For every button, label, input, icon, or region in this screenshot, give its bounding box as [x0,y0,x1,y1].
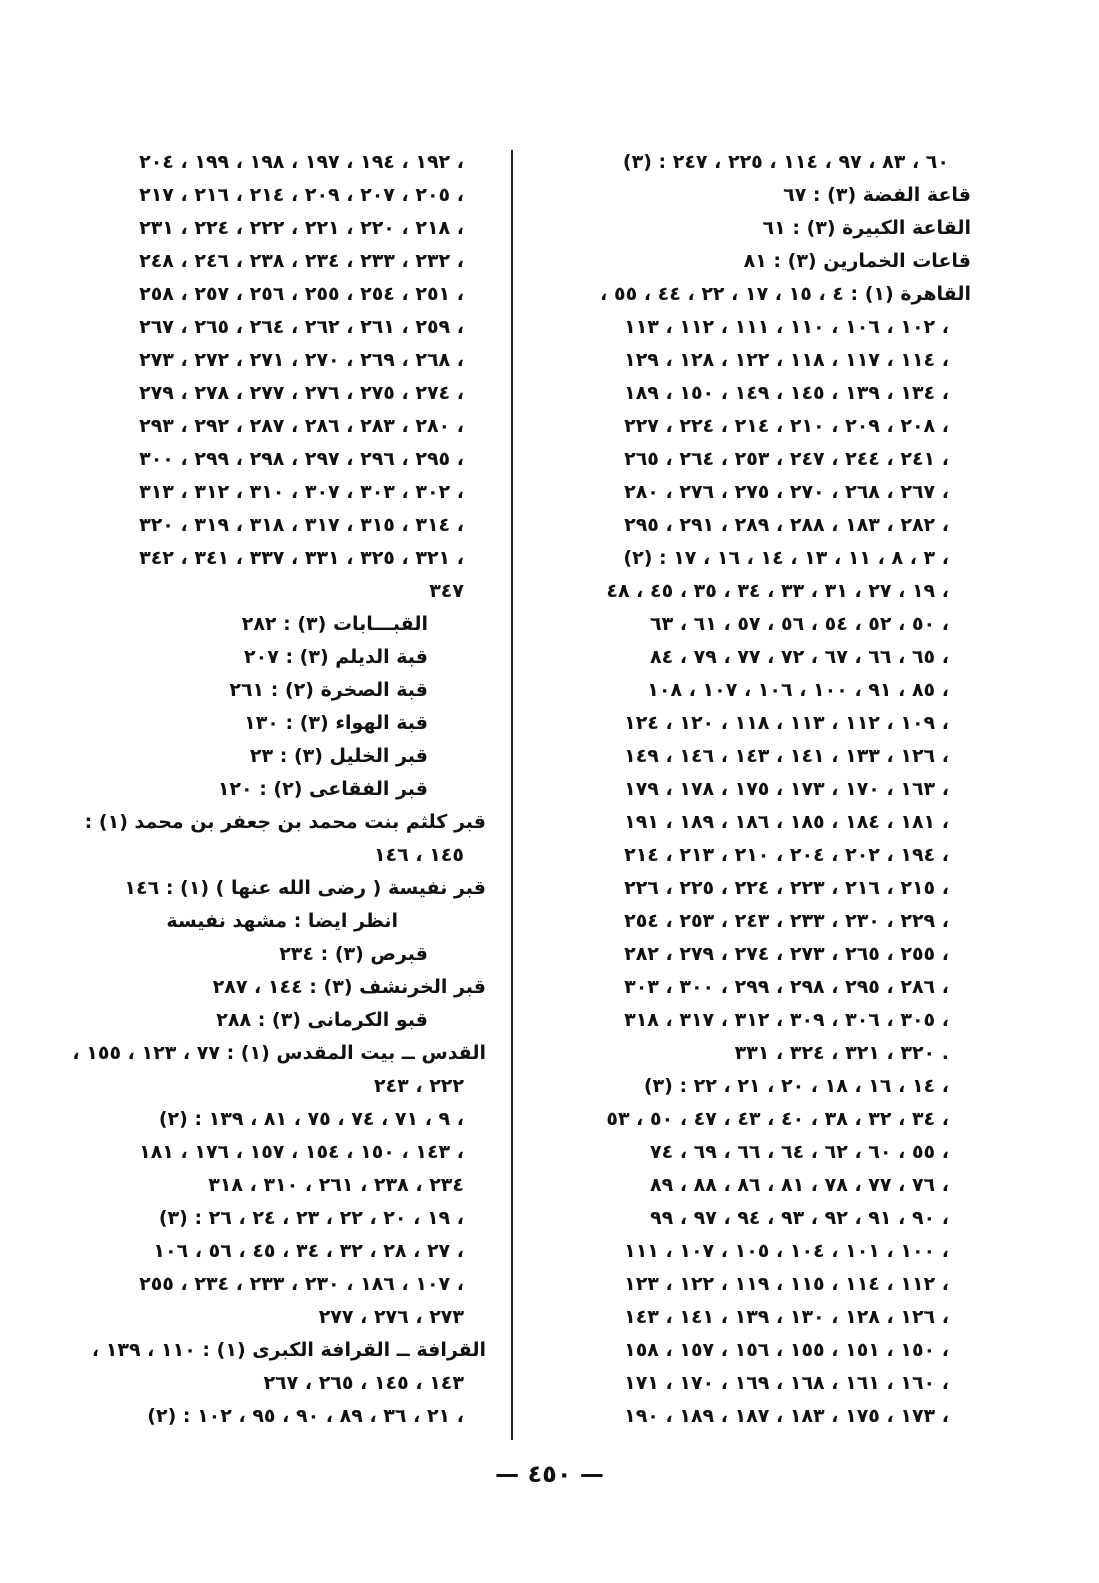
index-line: ٣٢١ ، ٣٢٥ ، ٣٣١ ، ٣٣٧ ، ٣٤١ ، ٣٤٢ ، [139,547,464,569]
index-line: ١٢٦ ، ١٣٣ ، ١٤١ ، ١٤٣ ، ١٤٦ ، ١٤٩ ، [624,745,949,767]
page-number: — ٤٥٠ — [495,1460,604,1488]
index-line: قبة الهواء (٣) : ١٣٠ [244,712,428,734]
index-line: ٢٣٤ ، ٢٣٨ ، ٢٦١ ، ٣١٠ ، ٣١٨ [208,1174,464,1196]
index-line: ٢٧ ، ٢٨ ، ٣٢ ، ٣٤ ، ٤٥ ، ٥٦ ، ١٠٦ ، [153,1240,464,1262]
index-line: القدس ــ بيت المقدس (١) : ٧٧ ، ١٢٣ ، ١٥٥ ، [72,1042,486,1064]
index-line: ١٤٣ ، ١٥٠ ، ١٥٤ ، ١٥٧ ، ١٧٦ ، ١٨١ ، [139,1141,464,1163]
index-line: انظر ايضا : مشهد نفيسة [166,910,398,932]
index-line: ١٦٠ ، ١٦١ ، ١٦٨ ، ١٦٩ ، ١٧٠ ، ١٧١ ، [624,1372,949,1394]
index-line: قبرص (٣) : ٢٣٤ [279,943,428,965]
index-line: ٣١٤ ، ٣١٥ ، ٣١٧ ، ٣١٨ ، ٣١٩ ، ٣٢٠ ، [139,514,464,536]
index-line: ٢١٥ ، ٢١٦ ، ٢٢٣ ، ٢٢٤ ، ٢٢٥ ، ٢٢٦ ، [624,877,949,899]
index-line: ٢٢٩ ، ٢٣٠ ، ٢٣٣ ، ٢٤٣ ، ٢٥٣ ، ٢٥٤ ، [624,910,949,932]
index-line: ١١٢ ، ١١٤ ، ١١٥ ، ١١٩ ، ١٢٢ ، ١٢٣ ، [624,1273,949,1295]
index-line: (٣) : ١٩ ، ٢٠ ، ٢٢ ، ٢٣ ، ٢٤ ، ٢٦ ، [158,1207,464,1229]
index-line: (٣) : ١٤ ، ١٦ ، ١٨ ، ٢٠ ، ٢١ ، ٢٢ ، [643,1075,949,1097]
index-line: ١٧٣ ، ١٧٥ ، ١٨٣ ، ١٨٧ ، ١٨٩ ، ١٩٠ ، [624,1405,949,1427]
index-line: ٢٠٥ ، ٢٠٧ ، ٢٠٩ ، ٢١٤ ، ٢١٦ ، ٢١٧ ، [139,184,464,206]
index-line: ١٥٠ ، ١٥١ ، ١٥٥ ، ١٥٦ ، ١٥٧ ، ١٥٨ ، [624,1339,949,1361]
index-line: ١٩ ، ٢٧ ، ٣١ ، ٣٣ ، ٣٤ ، ٣٥ ، ٤٥ ، ٤٨ ، [606,580,949,602]
index-line: ٧٦ ، ٧٧ ، ٧٨ ، ٨١ ، ٨٦ ، ٨٨ ، ٨٩ ، [650,1174,949,1196]
index-line: القرافة ــ القرافة الكبرى (١) : ١١٠ ، ١٣٩ ، [91,1339,486,1361]
index-line: ٢٣٢ ، ٢٣٣ ، ٢٣٤ ، ٢٣٨ ، ٢٤٦ ، ٢٤٨ ، [139,250,464,272]
index-line: ١٤٥ ، ١٤٦ [373,844,464,866]
index-line: قبر الخرنشف (٣) : ١٤٤ ، ٢٨٧ [212,976,486,998]
index-line: ٢٨٢ ، ١٨٣ ، ٢٨٨ ، ٢٨٩ ، ٢٩١ ، ٢٩٥ ، [624,514,949,536]
index-line: ٢٤١ ، ٢٤٤ ، ٢٤٧ ، ٢٥٣ ، ٢٦٤ ، ٢٦٥ ، [624,448,949,470]
index-line: ٢٥١ ، ٢٥٤ ، ٢٥٥ ، ٢٥٦ ، ٢٥٧ ، ٢٥٨ ، [139,283,464,305]
index-line: ٢٨٦ ، ٢٩٥ ، ٢٩٨ ، ٢٩٩ ، ٣٠٠ ، ٣٠٣ ، [624,976,949,998]
index-line: القاهرة (١) : ٤ ، ١٥ ، ١٧ ، ٢٢ ، ٤٤ ، ٥٥ ، [600,283,971,305]
index-line: ٩٠ ، ٩١ ، ٩٢ ، ٩٣ ، ٩٤ ، ٩٧ ، ٩٩ ، [650,1207,949,1229]
index-line: ٢٥٥ ، ٢٦٥ ، ٢٧٣ ، ٢٧٤ ، ٢٧٩ ، ٢٨٢ ، [624,943,949,965]
left-index-column [58,146,486,1433]
index-line: قبر كلثم بنت محمد بن جعفر بن محمد (١) : [84,811,486,833]
index-line: ٦٥ ، ٦٦ ، ٦٧ ، ٧٢ ، ٧٧ ، ٧٩ ، ٨٤ ، [650,646,949,668]
index-line: قبة الصخرة (٢) : ٢٦١ [229,679,428,701]
index-line: ١٢٦ ، ١٢٨ ، ١٣٠ ، ١٣٩ ، ١٤١ ، ١٤٣ ، [624,1306,949,1328]
index-line: (٢) : ٣ ، ٨ ، ١١ ، ١٣ ، ١٤ ، ١٦ ، ١٧ ، [623,547,949,569]
index-line: ٣٢٠ ، ٣٢١ ، ٣٢٤ ، ٣٣١ . [734,1042,949,1064]
index-line: ١٨١ ، ١٨٤ ، ١٨٥ ، ١٨٦ ، ١٨٩ ، ١٩١ ، [624,811,949,833]
index-line: ١٠٢ ، ١٠٦ ، ١١٠ ، ١١١ ، ١١٢ ، ١١٣ ، [624,316,949,338]
index-line: القاعة الكبيرة (٣) : ٦١ [762,217,971,239]
index-line: قاعات الخمارين (٣) : ٨١ [743,250,971,272]
index-line: (٣) : ٦٠ ، ٨٣ ، ٩٧ ، ١١٤ ، ٢٢٥ ، ٢٤٧ [622,151,949,173]
index-line: قبة الديلم (٣) : ٢٠٧ [244,646,428,668]
index-line: ١٠٠ ، ١٠١ ، ١٠٤ ، ١٠٥ ، ١٠٧ ، ١١١ ، [624,1240,949,1262]
index-line: ١٤٣ ، ١٤٥ ، ٢٦٥ ، ٢٦٧ [263,1372,464,1394]
index-line: (٢) : ٢١ ، ٣٦ ، ٨٩ ، ٩٠ ، ٩٥ ، ١٠٢ ، [147,1405,464,1427]
index-line: ٣٤ ، ٣٢ ، ٣٨ ، ٤٠ ، ٤٣ ، ٤٧ ، ٥٠ ، ٥٣ ، [606,1108,949,1130]
index-line: ١٠٧ ، ١٨٦ ، ٢٣٠ ، ٢٣٣ ، ٢٣٤ ، ٢٥٥ ، [139,1273,464,1295]
index-line: ١٣٤ ، ١٣٩ ، ١٤٥ ، ١٤٩ ، ١٥٠ ، ١٨٩ ، [624,382,949,404]
index-line: ٥٠ ، ٥٢ ، ٥٤ ، ٥٦ ، ٥٧ ، ٦١ ، ٦٣ ، [650,613,949,635]
index-line: ١١٤ ، ١١٧ ، ١١٨ ، ١٢٢ ، ١٢٨ ، ١٢٩ ، [624,349,949,371]
right-index-column [529,146,971,1433]
index-line: ٢٠٨ ، ٢٠٩ ، ٢١٠ ، ٢١٤ ، ٢٢٤ ، ٢٢٧ ، [624,415,949,437]
index-line: ٢٩٥ ، ٢٩٦ ، ٢٩٧ ، ٢٩٨ ، ٢٩٩ ، ٣٠٠ ، [139,448,464,470]
index-line: ٢٦٧ ، ٢٦٨ ، ٢٧٠ ، ٢٧٥ ، ٢٧٦ ، ٢٨٠ ، [624,481,949,503]
index-line: (٢) : ٩ ، ٧١ ، ٧٤ ، ٧٥ ، ٨١ ، ١٣٩ ، [158,1108,464,1130]
index-line: ١٠٩ ، ١١٢ ، ١١٣ ، ١١٨ ، ١٢٠ ، ١٢٤ ، [624,712,949,734]
index-line: ٢٢٢ ، ٢٤٣ [373,1075,464,1097]
index-line: ٣٠٢ ، ٣٠٣ ، ٣٠٧ ، ٣١٠ ، ٣١٢ ، ٣١٣ ، [139,481,464,503]
index-line: ١٩٤ ، ٢٠٢ ، ٢٠٤ ، ٢١٠ ، ٢١٣ ، ٢١٤ ، [624,844,949,866]
index-line: قبر نفيسة ( رضى الله عنها ) (١) : ١٤٦ [124,877,486,899]
index-line: ٢٦٨ ، ٢٦٩ ، ٢٧٠ ، ٢٧١ ، ٢٧٢ ، ٢٧٣ ، [139,349,464,371]
index-line: قبر الخليل (٣) : ٢٣ [249,745,428,767]
index-line: قبر الفقاعى (٢) : ١٢٠ [217,778,428,800]
index-line: ٢٨٠ ، ٢٨٣ ، ٢٨٦ ، ٢٨٧ ، ٢٩٢ ، ٢٩٣ ، [139,415,464,437]
index-line: ٢١٨ ، ٢٢٠ ، ٢٢١ ، ٢٢٢ ، ٢٢٤ ، ٢٣١ ، [139,217,464,239]
index-line: ١٩٢ ، ١٩٤ ، ١٩٧ ، ١٩٨ ، ١٩٩ ، ٢٠٤ ، [139,151,464,173]
index-line: قاعة الفضة (٣) : ٦٧ [783,184,971,206]
index-line: ٢٥٩ ، ٢٦١ ، ٢٦٢ ، ٢٦٤ ، ٢٦٥ ، ٢٦٧ ، [139,316,464,338]
index-line: ٣٤٧ [429,580,464,602]
index-line: ٨٥ ، ٩١ ، ١٠٠ ، ١٠٦ ، ١٠٧ ، ١٠٨ ، [647,679,949,701]
index-line: ٢٧٤ ، ٢٧٥ ، ٢٧٦ ، ٢٧٧ ، ٢٧٨ ، ٢٧٩ ، [139,382,464,404]
column-divider [511,150,513,1440]
index-line: ٣٠٥ ، ٣٠٦ ، ٣٠٩ ، ٣١٢ ، ٣١٧ ، ٣١٨ ، [624,1009,949,1031]
index-line: قبو الكرمانى (٣) : ٢٨٨ [216,1009,428,1031]
index-line: ٥٥ ، ٦٠ ، ٦٢ ، ٦٤ ، ٦٦ ، ٦٩ ، ٧٤ ، [650,1141,949,1163]
index-line: ١٦٣ ، ١٧٠ ، ١٧٣ ، ١٧٥ ، ١٧٨ ، ١٧٩ ، [624,778,949,800]
index-line: القبـــابات (٣) : ٢٨٢ [241,613,428,635]
index-line: ٢٧٣ ، ٢٧٦ ، ٢٧٧ [318,1306,464,1328]
